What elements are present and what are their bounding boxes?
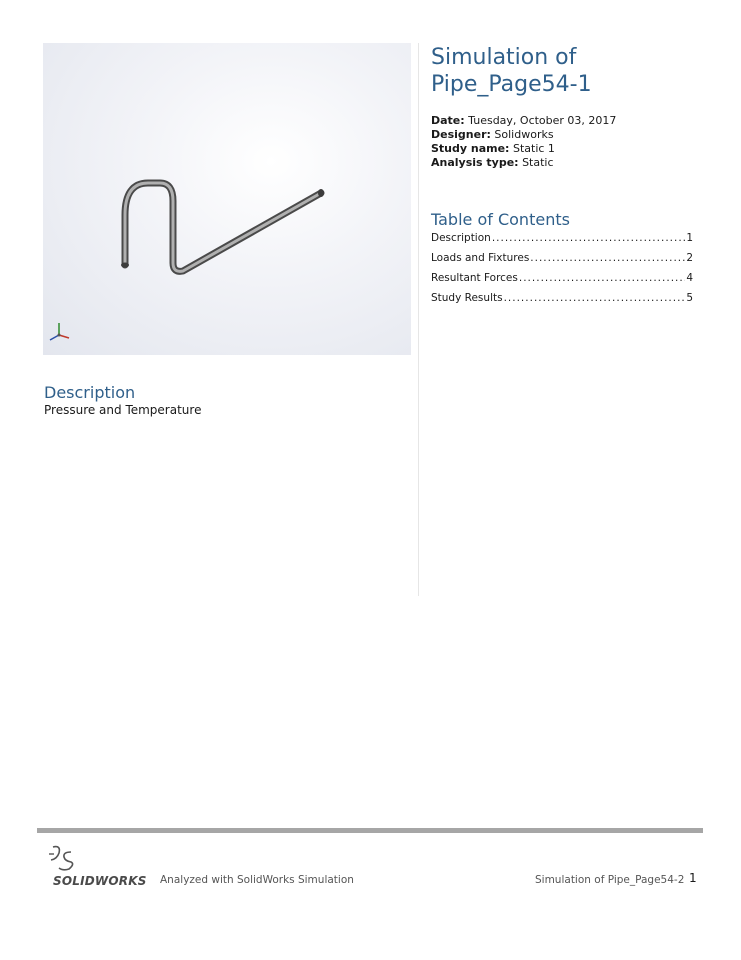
designer-value: Solidworks	[494, 128, 554, 141]
date-label: Date:	[431, 114, 465, 127]
page-number: 1	[689, 871, 697, 885]
toc-item-resultant-forces[interactable]	[431, 271, 693, 291]
date-row	[431, 114, 616, 128]
column-divider	[418, 43, 419, 596]
study-name-label: Study name:	[431, 142, 510, 155]
designer-row	[431, 128, 616, 142]
footer-rule	[37, 828, 703, 833]
toc-heading: Table of Contents	[431, 210, 570, 229]
toc-item-loads-and-fixtures[interactable]	[431, 251, 693, 271]
logo-wordmark: SOLIDWORKS	[53, 874, 147, 888]
description-text: Pressure and Temperature	[44, 403, 202, 417]
study-name-value: Static 1	[512, 142, 555, 155]
date-value: Tuesday, October 03, 2017	[468, 114, 617, 127]
table-of-contents	[431, 231, 693, 311]
solidworks-logo	[43, 844, 147, 890]
analysis-type-row	[431, 156, 616, 170]
report-metadata	[431, 114, 616, 170]
toc-item-label: Study Results	[431, 292, 503, 304]
toc-item-page: 4	[686, 272, 693, 284]
report-title	[431, 44, 721, 98]
toc-item-page: 5	[686, 292, 693, 304]
toc-leader-dots	[519, 271, 685, 285]
analysis-type-label: Analysis type:	[431, 156, 519, 169]
toc-item-label: Loads and Fixtures	[431, 252, 530, 264]
toc-item-study-results[interactable]	[431, 291, 693, 311]
pipe-end-flange	[318, 189, 324, 197]
pipe-model-drawing	[43, 43, 411, 355]
model-preview-image	[43, 43, 411, 355]
toc-item-page: 2	[686, 252, 693, 264]
toc-leader-dots	[492, 231, 686, 245]
footer-document-name: Simulation of Pipe_Page54-2	[535, 874, 685, 886]
designer-label: Designer:	[431, 128, 491, 141]
axis-triad-icon	[47, 319, 77, 345]
study-name-row	[431, 142, 616, 156]
toc-leader-dots	[530, 251, 685, 265]
toc-item-page: 1	[686, 232, 693, 244]
analysis-type-value: Static	[522, 156, 554, 169]
toc-leader-dots	[504, 291, 686, 305]
toc-item-description[interactable]	[431, 231, 693, 251]
report-title-line2: Pipe_Page54-1	[431, 72, 592, 97]
toc-item-label: Description	[431, 232, 491, 244]
report-title-line1: Simulation of	[431, 45, 577, 70]
description-heading: Description	[44, 383, 136, 402]
solidworks-ds-logo-icon	[47, 844, 77, 872]
pipe-end-flange	[121, 263, 129, 268]
analyzed-with-text: Analyzed with SolidWorks Simulation	[160, 874, 354, 886]
toc-item-label: Resultant Forces	[431, 272, 518, 284]
